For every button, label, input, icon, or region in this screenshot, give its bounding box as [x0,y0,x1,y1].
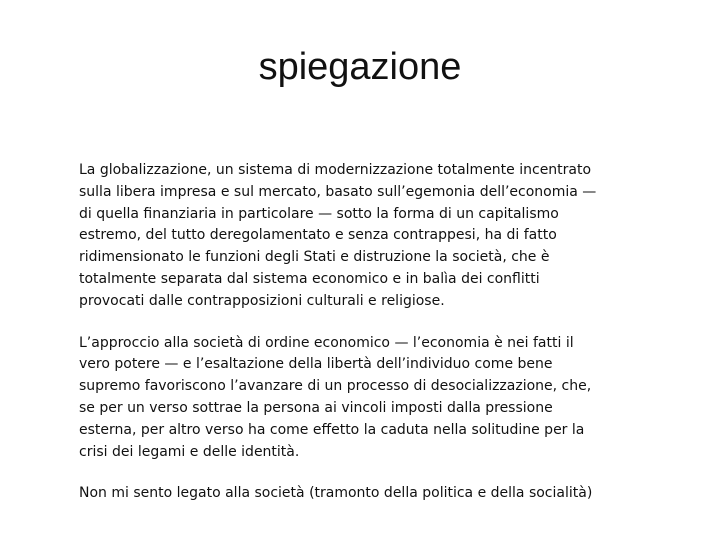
paragraph-conclusion [79,483,639,505]
text-line: estremo, del tutto deregolamentato e senza contrappesi, ha di fatto [79,227,557,244]
text-line: crisi dei legami e delle identità. [79,443,300,460]
paragraph-globalization [79,160,639,313]
paragraph-economic-approach [79,333,639,464]
slide-body [79,160,639,525]
text-line: totalmente separata dal sistema economico e in balìa dei conflitti [79,270,540,287]
text-line: se per un verso sottrae la persona ai vincoli imposti dalla pressione [79,399,553,416]
text-line: supremo favoriscono l’avanzare di un processo di desocializzazione, che, [79,378,592,395]
text-line: di quella finanziaria in particolare — sotto la forma di un capitalismo [79,205,559,222]
text-line: ridimensionato le funzioni degli Stati e distruzione la società, che è [79,249,550,266]
text-line: sulla libera impresa e sul mercato, basato sull’egemonia dell’economia — [79,183,597,200]
text-line: vero potere — e l’esaltazione della libertà dell’individuo come bene [79,356,553,373]
text-line: La globalizzazione, un sistema di modernizzazione totalmente incentrato [79,162,592,178]
text-line: provocati dalle contrapposizioni culturali e religiose. [79,292,445,309]
text-line: esterna, per altro verso ha come effetto la caduta nella solitudine per la [79,421,585,438]
slide-title: spiegazione [258,46,462,88]
text-line: L’approccio alla società di ordine economico — l’economia è nei fatti il [79,334,574,351]
text-line: Non mi sento legato alla società (tramonto della politica e della socialità) [79,485,593,502]
